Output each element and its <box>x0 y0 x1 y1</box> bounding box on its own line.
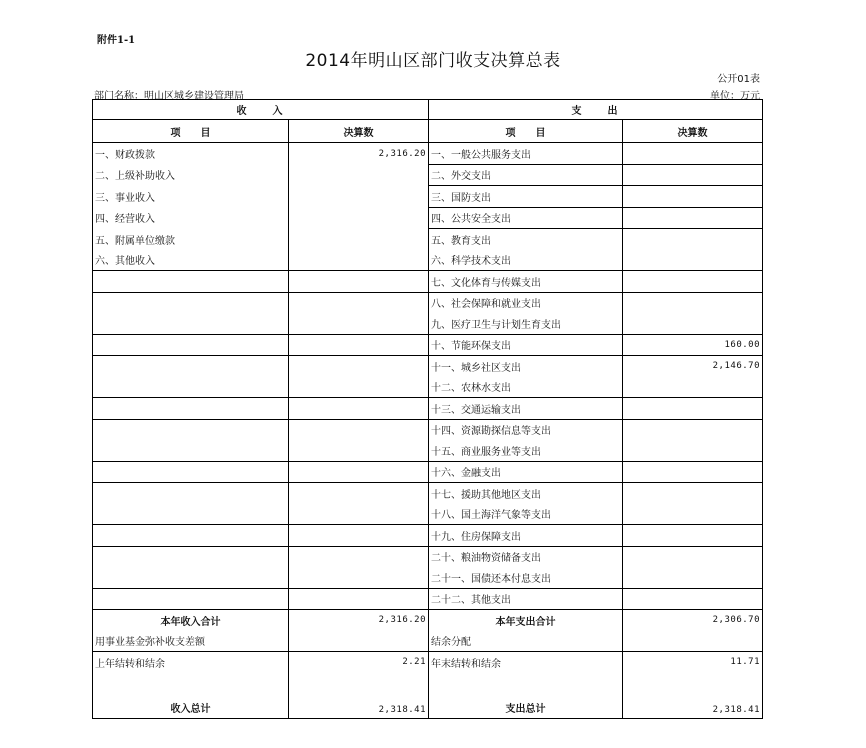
expense-item-label: 十、节能环保支出 <box>429 334 623 356</box>
expense-item-label: 十七、援助其他地区支出 <box>429 483 623 504</box>
income-empty-cell <box>93 356 289 377</box>
expense-item-value <box>623 461 763 483</box>
table-row <box>93 313 763 334</box>
expense-item-value <box>623 588 763 610</box>
expense-grand-total-label: 支出总计 <box>429 673 623 719</box>
table-row <box>93 567 763 588</box>
table-row <box>93 143 763 165</box>
table-row <box>93 398 763 420</box>
table-row <box>93 250 763 271</box>
subsidy-label: 用事业基金弥补收支差额 <box>93 631 289 652</box>
expense-item-label: 十三、交通运输支出 <box>429 398 623 420</box>
expense-item-label: 五、教育支出 <box>429 229 623 250</box>
expense-item-label: 二十、粮油物资储备支出 <box>429 546 623 567</box>
income-empty-cell <box>289 588 429 610</box>
income-empty-cell <box>289 440 429 461</box>
table-row <box>93 419 763 440</box>
income-empty-cell <box>289 461 429 483</box>
expense-item-value <box>623 164 763 186</box>
expense-amount-header: 决算数 <box>623 120 763 143</box>
expense-grand-total-value: 2,318.41 <box>623 673 763 719</box>
expense-item-label: 二十二、其他支出 <box>429 588 623 610</box>
income-item-label: 三、事业收入 <box>93 186 289 208</box>
expense-item-value <box>623 567 763 588</box>
table-row <box>93 356 763 377</box>
expense-item-label: 六、科学技术支出 <box>429 250 623 271</box>
income-empty-cell <box>289 292 429 313</box>
expense-item-value <box>623 207 763 229</box>
expense-header: 支 出 <box>429 100 763 120</box>
table-row <box>93 483 763 504</box>
table-row <box>93 207 763 229</box>
table-row <box>93 652 763 673</box>
income-empty-cell <box>93 271 289 293</box>
expense-item-value <box>623 546 763 567</box>
income-empty-cell <box>289 356 429 377</box>
expense-item-value <box>623 143 763 165</box>
income-item-header: 项 目 <box>93 120 289 143</box>
table-row <box>93 229 763 250</box>
income-subtotal-value: 2,316.20 <box>289 610 429 631</box>
income-grand-total-value: 2,318.41 <box>289 673 429 719</box>
table-row <box>93 186 763 208</box>
income-empty-cell <box>93 567 289 588</box>
income-item-value <box>289 250 429 271</box>
form-number: 公开01表 <box>717 74 760 85</box>
income-item-label: 四、经营收入 <box>93 207 289 229</box>
expense-item-value <box>623 292 763 313</box>
prev-balance-label: 上年结转和结余 <box>93 652 289 673</box>
income-empty-cell <box>93 398 289 420</box>
expense-item-value: 2,146.70 <box>623 356 763 377</box>
income-empty-cell <box>93 483 289 504</box>
income-empty-cell <box>93 377 289 398</box>
table-row <box>93 588 763 610</box>
page-title: 2014年明山区部门收支决算总表 <box>305 51 561 71</box>
income-amount-header: 决算数 <box>289 120 429 143</box>
income-item-value <box>289 164 429 186</box>
expense-item-value <box>623 186 763 208</box>
income-empty-cell <box>93 525 289 547</box>
income-empty-cell <box>93 419 289 440</box>
subsidy-value <box>289 631 429 652</box>
expense-item-label: 十九、住房保障支出 <box>429 525 623 547</box>
income-empty-cell <box>289 313 429 334</box>
income-item-label: 一、财政拨款 <box>93 143 289 165</box>
table-row <box>93 546 763 567</box>
grand-total-row <box>93 673 763 719</box>
income-item-value <box>289 207 429 229</box>
income-grand-total-label: 收入总计 <box>93 673 289 719</box>
income-empty-cell <box>93 313 289 334</box>
table-row <box>93 334 763 356</box>
income-empty-cell <box>289 398 429 420</box>
income-item-label: 五、附属单位缴款 <box>93 229 289 250</box>
income-empty-cell <box>289 504 429 525</box>
department-name: 部门名称：明山区城乡建设管理局 <box>94 91 244 102</box>
expense-item-value <box>623 440 763 461</box>
expense-subtotal-label: 本年支出合计 <box>429 610 623 631</box>
expense-item-value <box>623 483 763 504</box>
table-row <box>93 377 763 398</box>
income-empty-cell <box>93 440 289 461</box>
expense-item-label: 十一、城乡社区支出 <box>429 356 623 377</box>
table-subheader-row <box>93 120 763 143</box>
income-header: 收 入 <box>93 100 429 120</box>
income-empty-cell <box>289 525 429 547</box>
income-subtotal-label: 本年收入合计 <box>93 610 289 631</box>
expense-item-value <box>623 419 763 440</box>
expense-item-label: 十八、国土海洋气象等支出 <box>429 504 623 525</box>
income-empty-cell <box>289 377 429 398</box>
income-empty-cell <box>289 567 429 588</box>
expense-item-value <box>623 313 763 334</box>
expense-item-value <box>623 525 763 547</box>
expense-item-header: 项 目 <box>429 120 623 143</box>
surplus-distribution-label: 结余分配 <box>429 631 623 652</box>
income-item-label: 六、其他收入 <box>93 250 289 271</box>
expense-item-label: 三、国防支出 <box>429 186 623 208</box>
expense-item-value <box>623 398 763 420</box>
income-empty-cell <box>93 504 289 525</box>
income-empty-cell <box>93 588 289 610</box>
expense-item-label: 十五、商业服务业等支出 <box>429 440 623 461</box>
table-row <box>93 631 763 652</box>
income-item-value <box>289 229 429 250</box>
income-empty-cell <box>93 546 289 567</box>
end-balance-value: 11.71 <box>623 652 763 673</box>
income-item-value: 2,316.20 <box>289 143 429 165</box>
income-empty-cell <box>289 271 429 293</box>
table-row <box>93 504 763 525</box>
income-empty-cell <box>289 483 429 504</box>
expense-item-value <box>623 229 763 250</box>
expense-item-label: 二、外交支出 <box>429 164 623 186</box>
income-empty-cell <box>93 292 289 313</box>
income-expense-table <box>92 99 763 719</box>
expense-item-value <box>623 271 763 293</box>
expense-item-label: 八、社会保障和就业支出 <box>429 292 623 313</box>
table-row <box>93 610 763 631</box>
table-header-row <box>93 100 763 120</box>
income-item-label: 二、上级补助收入 <box>93 164 289 186</box>
expense-item-label: 十四、资源勘探信息等支出 <box>429 419 623 440</box>
expense-item-label: 十六、金融支出 <box>429 461 623 483</box>
expense-item-value <box>623 250 763 271</box>
expense-item-label: 九、医疗卫生与计划生育支出 <box>429 313 623 334</box>
income-empty-cell <box>289 419 429 440</box>
income-empty-cell <box>289 546 429 567</box>
expense-item-label: 七、文化体育与传媒支出 <box>429 271 623 293</box>
table-row <box>93 164 763 186</box>
prev-balance-value: 2.21 <box>289 652 429 673</box>
expense-item-label: 一、一般公共服务支出 <box>429 143 623 165</box>
expense-item-value <box>623 504 763 525</box>
table-row <box>93 461 763 483</box>
table-row <box>93 292 763 313</box>
table-row <box>93 440 763 461</box>
income-empty-cell <box>93 461 289 483</box>
table-row <box>93 271 763 293</box>
table-row <box>93 525 763 547</box>
expense-item-value: 160.00 <box>623 334 763 356</box>
expense-item-label: 十二、农林水支出 <box>429 377 623 398</box>
expense-item-label: 二十一、国债还本付息支出 <box>429 567 623 588</box>
surplus-distribution-value <box>623 631 763 652</box>
unit-label: 单位：万元 <box>710 91 760 102</box>
end-balance-label: 年末结转和结余 <box>429 652 623 673</box>
attachment-label: 附件1-1 <box>97 35 136 46</box>
income-empty-cell <box>289 334 429 356</box>
expense-item-label: 四、公共安全支出 <box>429 207 623 229</box>
expense-subtotal-value: 2,306.70 <box>623 610 763 631</box>
income-empty-cell <box>93 334 289 356</box>
income-item-value <box>289 186 429 208</box>
expense-item-value <box>623 377 763 398</box>
